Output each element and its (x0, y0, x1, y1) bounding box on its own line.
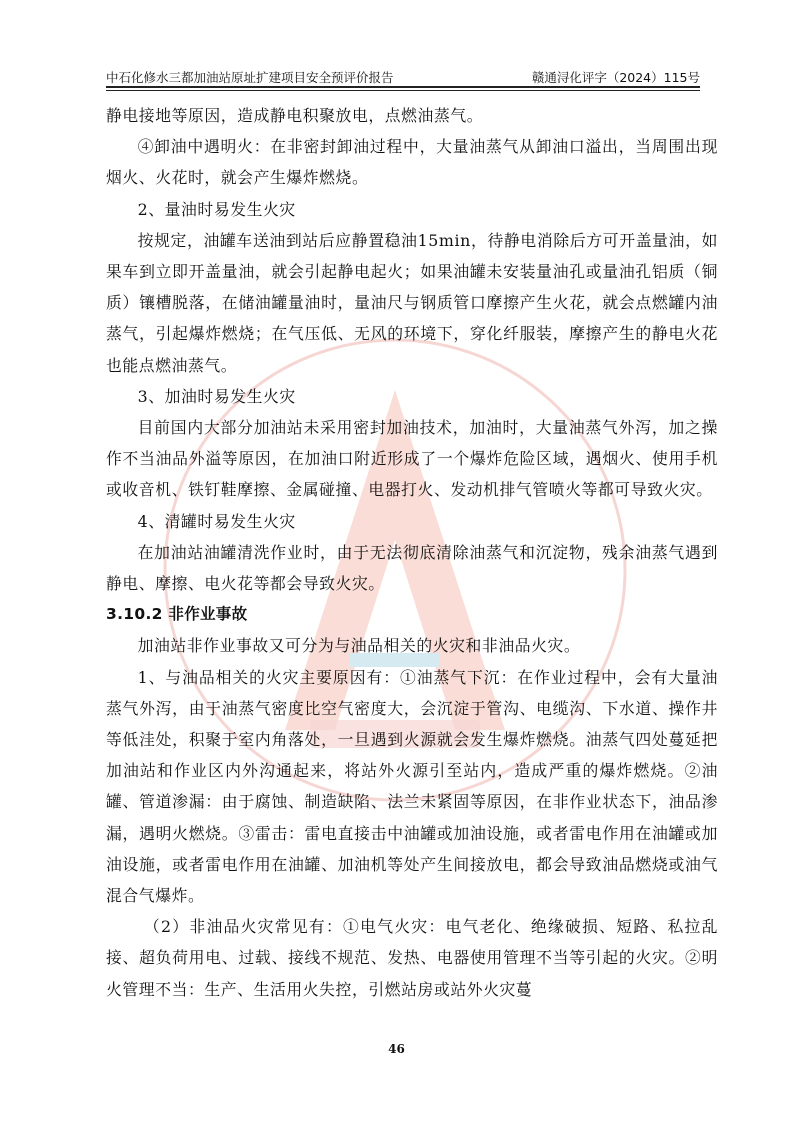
paragraph: 静电接地等原因，造成静电积聚放电，点燃油蒸气。 (106, 106, 484, 125)
header-document-number: 赣通浔化评字（2024）115号 (531, 70, 700, 85)
page-body (106, 100, 718, 1005)
header-report-title: 中石化修水三都加油站原址扩建项目安全预评价报告 (106, 70, 394, 85)
page-number: 46 (388, 1042, 405, 1056)
header-divider (106, 86, 700, 88)
paragraph: ④卸油中遇明火：在非密封卸油过程中，大量油蒸气从卸油口溢出，当周围出现烟火、火花时，就会产生爆炸燃烧。 (106, 137, 718, 188)
subheading: 4、清罐时易发生火灾 (137, 511, 296, 531)
subheading: 2、量油时易发生火灾 (137, 199, 296, 219)
paragraph: 加油站非作业事故又可分为与油品相关的火灾和非油品火灾。 (137, 636, 581, 656)
subheading: 3、加油时易发生火灾 (137, 386, 296, 406)
paragraph: （2）非油品火灾常见有：①电气火灾：电气老化、绝缘破损、短路、私拉乱接、超负荷用电、过载、接线不规范、发热、电器使用管理不当等引起的火灾。②明火管理不当：生产、生活用火失控，引燃站房或站外火灾蔓 (106, 917, 718, 999)
page-header (106, 64, 700, 86)
paragraph: 1、与油品相关的火灾主要原因有：①油蒸气下沉：在作业过程中，会有大量油蒸气外泻，由于油蒸气密度比空气密度大，会沉淀于管沟、电缆沟、下水道、操作井等低洼处，积聚于室内角落处，一旦遇到火源就会发生爆炸燃烧。油蒸气四处蔓延把加油站和作业区内外沟通起来，将站外火源引至站内，造成严重的爆炸燃烧。②油罐、管道渗漏：由于腐蚀、制造缺陷、法兰未紧固等原因，在非作业状态下，油品渗漏，遇明火燃烧。③雷击：雷电直接击中油罐或加油设施，或者雷电作用在油罐或加油设施，或者雷电作用在油罐、加油机等处产生间接放电，都会导致油品燃烧或油气混合气爆炸。 (106, 667, 718, 906)
paragraph: 目前国内大部分加油站未采用密封加油技术，加油时，大量油蒸气外泻，加之操作不当油品外溢等原因，在加油口附近形成了一个爆炸危险区域，遇烟火、使用手机或收音机、铁钉鞋摩擦、金属碰撞、电器打火、发动机排气管喷火等都可导致火灾。 (106, 418, 718, 500)
paragraph: 在加油站油罐清洗作业时，由于无法彻底清除油蒸气和沉淀物，残余油蒸气遇到静电、摩擦、电火花等都会导致火灾。 (106, 542, 718, 594)
header-divider-thin (106, 90, 700, 91)
paragraph: 按规定，油罐车送油到站后应静置稳油15min，待静电消除后方可开盖量油，如果车到立即开盖量油，就会引起静电起火；如果油罐未安装量油孔或量油孔铝质（铜质）镶槽脱落，在储油罐量油时，量油尺与钢质管口摩擦产生火花，就会点燃罐内油蒸气，引起爆炸燃烧；在气压低、无风的环境下，穿化纤服装，摩擦产生的静电火花也能点燃油蒸气。 (106, 230, 718, 375)
section-title: 3.10.2 非作业事故 (106, 605, 248, 624)
